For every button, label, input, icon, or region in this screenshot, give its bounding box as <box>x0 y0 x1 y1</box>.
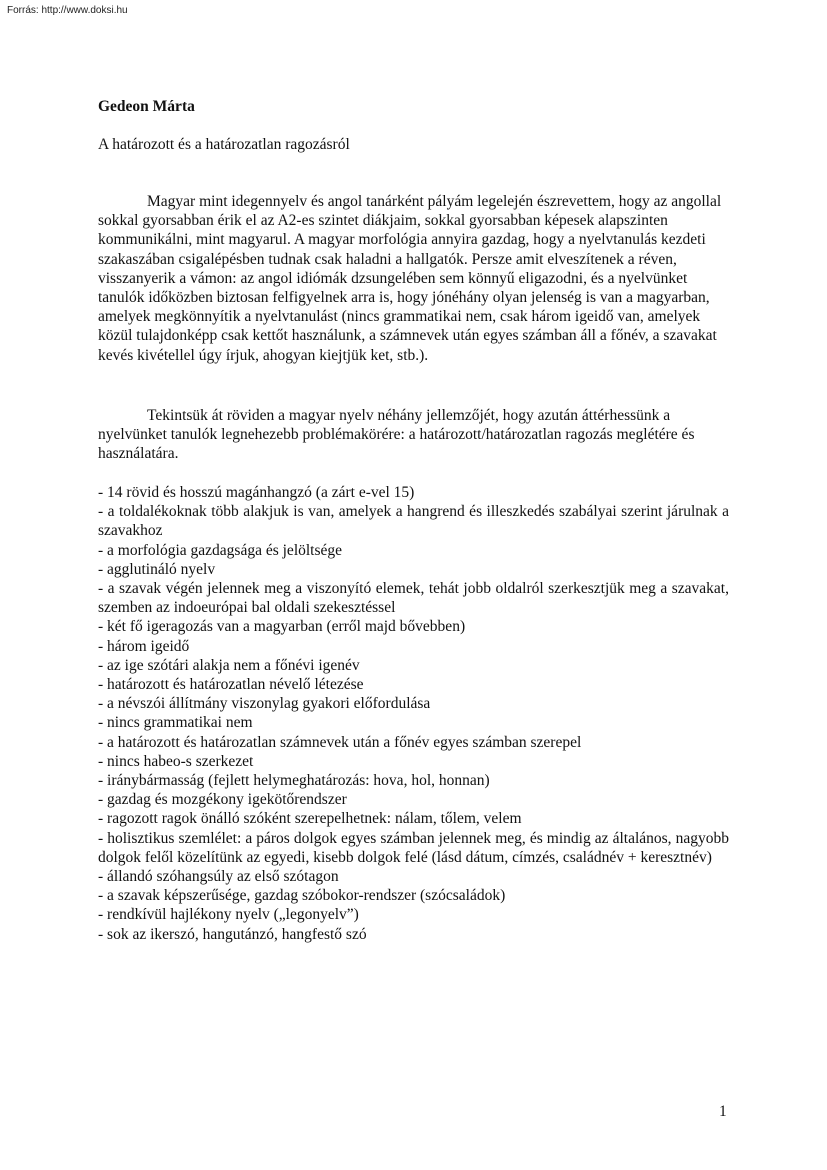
list-item: - holisztikus szemlélet: a páros dolgok egyes számban jelennek meg, és mindig az általános, nagyobb dolgok felől közelítünk az egyedi, kisebb dolgok felé (lásd dátum, címzés, családnév + keresztnév) <box>98 829 729 866</box>
list-item: - a morfológia gazdagsága és jelöltsége <box>98 541 343 559</box>
paragraph-intro: Magyar mint idegennyelv és angol tanárként pályám legelején észrevettem, hogy az angollal sokkal gyorsabban érik el az A2-es szintet diákjaim, sokkal gyorsabban képesek alapszinten kommunikálni, mint magyarul. A magyar morfológia annyira gazdag, hogy a nyelvtanulás kezdeti szakaszában csigalépésben tudnak csak haladni a hallgatók. Persze amit elveszítenek a réven, visszanyerik a vámon: az angol idiómák dzsungelében sem könnyű eligazodni, és a nyelvünket tanulók időközben biztosan felfigyelnek arra is, hogy jónéhány olyan jelenség is van a magyarban, amelyek megkönnyítik a nyelvtanulást (nincs grammatikai nem, csak három igeidő van, amelyek közül tulajdonképp csak kettőt használunk, a számnevek után egyes számban áll a főnév, a szavakat kevés kivétellel úgy írjuk, ahogyan kiejtjük ket, stb.). <box>98 193 722 364</box>
page-number: 1 <box>719 1103 727 1120</box>
list-item: - nincs grammatikai nem <box>98 714 253 732</box>
list-item: - ragozott ragok önálló szóként szerepelhetnek: nálam, tőlem, velem <box>98 810 522 828</box>
list-item: - állandó szóhangsúly az első szótagon <box>98 868 339 886</box>
list-item: - a névszói állítmány viszonylag gyakori előfordulása <box>98 695 431 713</box>
list-item: - a szavak végén jelennek meg a viszonyító elemek, tehát jobb oldalról szerkesztjük meg a szavakat, szemben az indoeurópai bal oldali szekesztéssel <box>98 580 729 617</box>
list-item: - nincs habeo-s szerkezet <box>98 752 254 770</box>
list-item: - agglutináló nyelv <box>98 560 216 578</box>
list-item: - rendkívül hajlékony nyelv („legonyelv”) <box>98 906 359 924</box>
list-item: - 14 rövid és hosszú magánhangzó (a zárt e-vel 15) <box>98 484 415 501</box>
list-item: - a toldalékoknak több alakjuk is van, amelyek a hangrend és illeszkedés szabályai szerint járulnak a szavakhoz <box>98 503 729 540</box>
document-title: A határozott és a határozatlan ragozásról <box>98 136 350 153</box>
source-label: Forrás: http://www.doksi.hu <box>7 5 128 16</box>
list-item: - a határozott és határozatlan számnevek után a főnév egyes számban szerepel <box>98 733 582 751</box>
list-item: - két fő igeragozás van a magyarban (erről majd bővebben) <box>98 618 466 636</box>
list-item: - gazdag és mozgékony igekötőrendszer <box>98 791 347 809</box>
list-item: - három igeidő <box>98 637 190 655</box>
list-item: - határozott és határozatlan névelő létezése <box>98 676 364 694</box>
list-item: - az ige szótári alakja nem a főnévi igenév <box>98 656 360 674</box>
paragraph-overview: Tekintsük át röviden a magyar nyelv néhány jellemzőjét, hogy azután áttérhessünk a nyelvünket tanulók legnehezebb problémakörére: a határozott/határozatlan ragozás meglétére és használatára. <box>98 407 695 463</box>
list-item: - iránybármasság (fejlett helymeghatározás: hova, hol, honnan) <box>98 772 490 790</box>
list-item: - sok az ikerszó, hangutánzó, hangfestő szó <box>98 925 367 943</box>
author-name: Gedeon Márta <box>98 98 195 115</box>
features-list <box>98 483 729 944</box>
list-item: - a szavak képszerűsége, gazdag szóbokor-rendszer (szócsaládok) <box>98 887 506 905</box>
